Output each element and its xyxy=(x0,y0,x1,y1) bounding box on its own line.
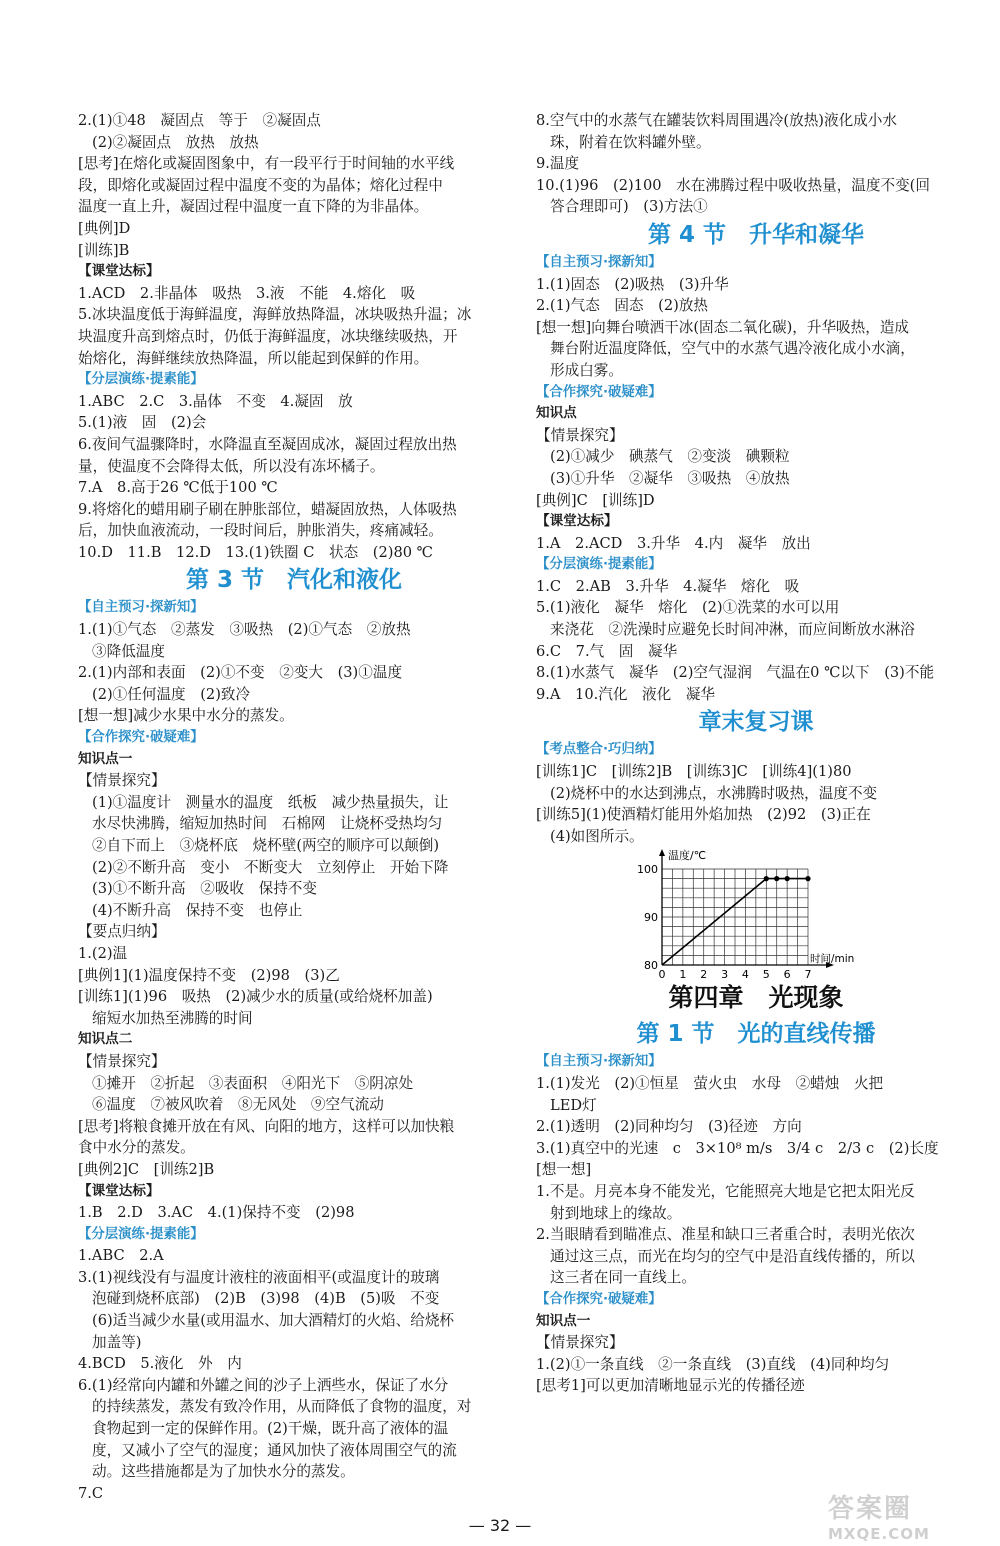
answer-line: [思考1]可以更加清晰地显示光的传播径迹 xyxy=(536,1377,805,1395)
answer-line: 6.夜间气温骤降时，水降温直至凝固成冰，凝固过程放出热 xyxy=(78,435,457,453)
answer-line: 2.(1)内部和表面 (2)①不变 ②变大 (3)①温度 xyxy=(78,664,403,682)
x-tick-label: 6 xyxy=(783,968,791,982)
answer-line: 1.(1)发光 (2)①恒星 萤火虫 水母 ②蜡烛 火把 xyxy=(536,1075,884,1092)
answer-line: [训练1](1)96 吸热 (2)减少水的质量(或给烧杯加盖) xyxy=(78,988,433,1006)
answer-line: (3)①升华 ②凝华 ③吸热 ④放热 xyxy=(550,469,790,487)
section-bar-label: 【合作探究·破疑难】 xyxy=(536,1291,662,1307)
answer-line: (1)①温度计 测量水的温度 纸板 减少热量损失，让 xyxy=(92,793,449,811)
answer-line: 加盖等) xyxy=(92,1333,142,1351)
watermark-logo xyxy=(828,1488,978,1543)
answer-line: 食中水分的蒸发。 xyxy=(78,1139,195,1157)
section-bar-label: 【合作探究·破疑难】 xyxy=(536,384,662,400)
answer-line: [训练5](1)使酒精灯能用外焰加热 (2)92 (3)正在 xyxy=(536,806,871,824)
answer-line: 通过这三点，而光在均匀的空气中是沿直线传播的，所以 xyxy=(550,1247,915,1265)
answer-line: 【情景探究】 xyxy=(78,772,166,790)
answer-line: 的持续蒸发，蒸发有致冷作用，从而降低了食物的温度，对 xyxy=(92,1398,472,1416)
answer-line: 5.冰块温度低于海鲜温度，海鲜放热降温，冰块吸热升温；冰 xyxy=(78,306,472,324)
answer-line: [思考]将粮食摊开放在有风、向阳的地方，这样可以加快粮 xyxy=(78,1117,455,1135)
answer-line: [典例]C [训练]D xyxy=(536,491,655,509)
y-axis-label: 温度/℃ xyxy=(668,849,707,863)
answer-line: [训练]B xyxy=(78,241,130,259)
data-point xyxy=(774,876,779,881)
answer-line: 【课堂达标】 xyxy=(78,263,160,280)
answer-line: 5.(1)液 固 (2)会 xyxy=(78,414,207,432)
graph-svg xyxy=(636,847,855,982)
answer-line: [典例1](1)温度保持不变 (2)98 (3)乙 xyxy=(78,966,340,984)
x-tick-label: 5 xyxy=(762,968,770,982)
answer-line: 温度一直上升，凝固过程中温度一直下降的为非晶体。 xyxy=(78,198,429,216)
section-heading: 第 3 节 汽化和液化 xyxy=(185,567,403,594)
answer-line: 4.BCD 5.液化 外 内 xyxy=(78,1355,242,1373)
section-bar-label: 【分层演练·提素能】 xyxy=(78,1226,204,1242)
answer-line: 3.(1)视线没有与温度计液柱的液面相平(或温度计的玻璃 xyxy=(78,1268,440,1286)
data-point xyxy=(785,876,790,881)
answer-line: [思考]在熔化或凝固图象中，有一段平行于时间轴的水平线 xyxy=(78,155,455,173)
answer-line: 10.D 11.B 12.D 13.(1)铁圈 C 状态 (2)80 ℃ xyxy=(78,543,433,561)
answer-line: (4)如图所示。 xyxy=(550,827,644,845)
x-tick-label: 0 xyxy=(658,968,666,982)
answer-line: 5.(1)液化 凝华 熔化 (2)①洗菜的水可以用 xyxy=(536,599,840,617)
section-bar-label: 【分层演练·提素能】 xyxy=(536,557,662,573)
answer-line: 知识点二 xyxy=(78,1031,133,1048)
section-bar-label: 【自主预习·探新知】 xyxy=(78,600,204,616)
answer-line: 2.(1)透明 (2)同种均匀 (3)径迹 方向 xyxy=(536,1118,802,1136)
section-bar-label: 【自主预习·探新知】 xyxy=(536,254,662,270)
answer-line: 珠，附着在饮料罐外壁。 xyxy=(550,133,711,151)
answer-line: 2.当眼睛看到瞄准点、准星和缺口三者重合时，表明光依次 xyxy=(536,1226,915,1244)
section-heading: 第 4 节 升华和凝华 xyxy=(647,221,865,248)
answer-line: 知识点 xyxy=(536,405,577,422)
right-column-part-a xyxy=(536,110,976,847)
answer-line: 1.(2)温 xyxy=(78,944,128,962)
answer-line: 2.(1)气态 固态 (2)放热 xyxy=(536,297,709,315)
answer-line: 9.将熔化的蜡用刷子刷在肿胀部位，蜡凝固放热，人体吸热 xyxy=(78,500,457,518)
answer-line: 1.A 2.ACD 3.升华 4.内 凝华 放出 xyxy=(536,534,811,552)
answer-line: 【要点归纳】 xyxy=(78,923,166,941)
answer-line: 9.温度 xyxy=(536,155,580,173)
answer-line: 舞台附近温度降低，空气中的水蒸气遇冷液化成小水滴， xyxy=(550,340,915,358)
answer-line: 【情景探究】 xyxy=(536,1334,624,1352)
answer-line: 食物起到一定的保鲜作用。(2)干燥，既升高了液体的温 xyxy=(92,1420,449,1438)
chapter-heading: 第四章 光现象 xyxy=(668,983,844,1013)
section-bar-label: 【合作探究·破疑难】 xyxy=(78,730,204,746)
answer-line: 1.C 2.AB 3.升华 4.凝华 熔化 吸 xyxy=(536,577,800,595)
answer-line: 10.(1)96 (2)100 水在沸腾过程中吸收热量，温度不变(回 xyxy=(536,176,930,194)
answer-line: 1.不是。月亮本身不能发光，它能照亮大地是它把太阳光反 xyxy=(536,1182,915,1200)
answer-line: LED灯 xyxy=(550,1096,597,1114)
answer-line: 1.ACD 2.非晶体 吸热 3.液 不能 4.熔化 吸 xyxy=(78,284,416,302)
answer-line: 1.ABC 2.C 3.晶体 不变 4.凝固 放 xyxy=(78,392,353,410)
answer-line: 始熔化，海鲜继续放热降温，所以能起到保鲜的作用。 xyxy=(78,349,429,367)
answer-line: 9.A 10.汽化 液化 凝华 xyxy=(536,685,716,703)
temperature-time-graph xyxy=(536,847,976,982)
answer-line: (2)①任何温度 (2)致冷 xyxy=(92,685,251,703)
answer-line: 【课堂达标】 xyxy=(78,1182,160,1199)
answer-line: ③降低温度 xyxy=(92,642,165,660)
answer-line: 2.(1)①48 凝固点 等于 ②凝固点 xyxy=(78,112,321,129)
answer-line: ①摊开 ②折起 ③表面积 ④阳光下 ⑤阴凉处 xyxy=(92,1074,414,1092)
x-tick-label: 3 xyxy=(721,968,729,982)
answer-line: [想一想]减少水果中水分的蒸发。 xyxy=(78,707,294,725)
answer-line: [典例2]C [训练2]B xyxy=(78,1160,215,1178)
answer-line: 度，又减小了空气的湿度；通风加快了液体周围空气的流 xyxy=(92,1441,457,1459)
y-tick-label: 90 xyxy=(644,911,658,925)
answer-line: 缩短水加热至沸腾的时间 xyxy=(92,1009,253,1027)
answer-line: 1.(1)①气态 ②蒸发 ③吸热 (2)①气态 ②放热 xyxy=(78,621,411,639)
answer-line: (2)②不断升高 变小 不断变大 立刻停止 开始下降 xyxy=(92,858,449,876)
section-bar-label: 【考点整合·巧归纳】 xyxy=(536,742,662,758)
y-tick-label: 80 xyxy=(644,959,658,973)
answer-line: 射到地球上的缘故。 xyxy=(550,1204,682,1222)
answer-line: 7.C xyxy=(78,1484,104,1502)
y-axis-arrow xyxy=(659,849,665,856)
answer-line: 【课堂达标】 xyxy=(536,513,618,530)
answer-line: [想一想]向舞台喷洒干冰(固态二氧化碳)，升华吸热，造成 xyxy=(536,318,910,336)
answer-line: 1.(1)固态 (2)吸热 (3)升华 xyxy=(536,275,729,293)
answer-line: 3.(1)真空中的光速 c 3×10⁸ m/s 3/4 c 2/3 c (2)长度 xyxy=(536,1139,939,1157)
answer-line: [想一想] xyxy=(536,1161,592,1179)
answer-line: 1.(2)①一条直线 ②一条直线 (3)直线 (4)同种均匀 xyxy=(536,1355,890,1373)
section-bar-label: 【自主预习·探新知】 xyxy=(536,1054,662,1070)
answer-line: [训练1]C [训练2]B [训练3]C [训练4](1)80 xyxy=(536,763,852,781)
y-tick-label: 100 xyxy=(637,863,658,877)
answer-line: 形成白雾。 xyxy=(550,361,623,379)
watermark-line2: MXQE.COM xyxy=(828,1525,930,1543)
answer-line: 6.C 7.气 固 凝华 xyxy=(536,642,678,660)
answer-line: 后，加快血液流动，一段时间后，肿胀消失，疼痛减轻。 xyxy=(78,522,443,540)
right-column xyxy=(536,110,976,1397)
section-heading: 章末复习课 xyxy=(698,709,814,736)
answer-line: 7.A 8.高于26 ℃低于100 ℃ xyxy=(78,479,278,497)
answer-line: 【情景探究】 xyxy=(78,1052,166,1070)
answer-line: 动。这些措施都是为了加快水分的蒸发。 xyxy=(92,1463,355,1481)
answer-line: 8.(1)水蒸气 凝华 (2)空气湿润 气温在0 ℃以下 (3)不能 xyxy=(536,664,935,682)
answer-line: 【情景探究】 xyxy=(536,426,624,444)
answer-line: 答合理即可) (3)方法① xyxy=(550,198,708,216)
section-bar-label: 【分层演练·提素能】 xyxy=(78,372,204,388)
watermark-line1: 答案圈 xyxy=(828,1494,913,1524)
answer-line: ⑥温度 ⑦被风吹着 ⑧无风处 ⑨空气流动 xyxy=(92,1096,384,1114)
page-number-text: 32 xyxy=(489,1516,511,1535)
answer-line: 水尽快沸腾，缩短加热时间 石棉网 让烧杯受热均匀 xyxy=(92,815,443,833)
right-column-part-b xyxy=(536,979,976,1397)
answer-line: 知识点一 xyxy=(536,1312,591,1329)
answer-line: (3)①不断升高 ②吸收 保持不变 xyxy=(92,880,317,898)
answer-line: 泡碰到烧杯底部) (2)B (3)98 (4)B (5)吸 不变 xyxy=(92,1290,440,1308)
answer-line: (6)适当减少水量(或用温水、加大酒精灯的火焰、给烧杯 xyxy=(92,1312,455,1330)
answer-line: [典例]D xyxy=(78,219,131,237)
answer-line: 6.(1)经常向内罐和外罐之间的沙子上洒些水，保证了水分 xyxy=(78,1376,449,1394)
answer-line: 这三者在同一直线上。 xyxy=(550,1269,696,1287)
answer-line: 1.B 2.D 3.AC 4.(1)保持不变 (2)98 xyxy=(78,1204,355,1222)
page-number: — 32 — xyxy=(468,1516,532,1535)
answer-line: 8.空气中的水蒸气在罐装饮料周围遇冷(放热)液化成小水 xyxy=(536,112,897,129)
x-tick-label: 2 xyxy=(700,968,708,982)
answer-line: (2)烧杯中的水达到沸点，水沸腾时吸热，温度不变 xyxy=(550,784,878,802)
answer-line: 来浇花 ②洗澡时应避免长时间冲淋，而应间断放水淋浴 xyxy=(550,621,915,639)
section-heading: 第 1 节 光的直线传播 xyxy=(636,1021,876,1048)
x-tick-label: 4 xyxy=(741,968,749,982)
x-tick-label: 1 xyxy=(679,968,687,982)
answer-line: 段，即熔化或凝固过程中温度不变的为晶体；熔化过程中 xyxy=(78,176,443,194)
data-point xyxy=(805,876,810,881)
answer-line: (2)②凝固点 放热 放热 xyxy=(92,133,259,151)
answer-line: 1.ABC 2.A xyxy=(78,1247,164,1265)
left-column xyxy=(78,110,510,1504)
x-tick-label: 7 xyxy=(804,968,812,982)
answer-line: 量，使温度不会降得太低，所以没有冻坏橘子。 xyxy=(78,457,385,475)
answer-line: (4)不断升高 保持不变 也停止 xyxy=(92,901,303,919)
answer-line: ②自下而上 ③烧杯底 烧杯壁(两空的顺序可以颠倒) xyxy=(92,837,440,854)
answer-line: (2)①减少 碘蒸气 ②变淡 碘颗粒 xyxy=(550,448,790,466)
x-axis-label: 时间/min xyxy=(810,953,855,966)
answer-line: 知识点一 xyxy=(78,750,133,767)
data-point xyxy=(764,876,769,881)
answer-line: 块温度升高到熔点时，仍低于海鲜温度，冰块继续吸热，开 xyxy=(78,327,458,345)
